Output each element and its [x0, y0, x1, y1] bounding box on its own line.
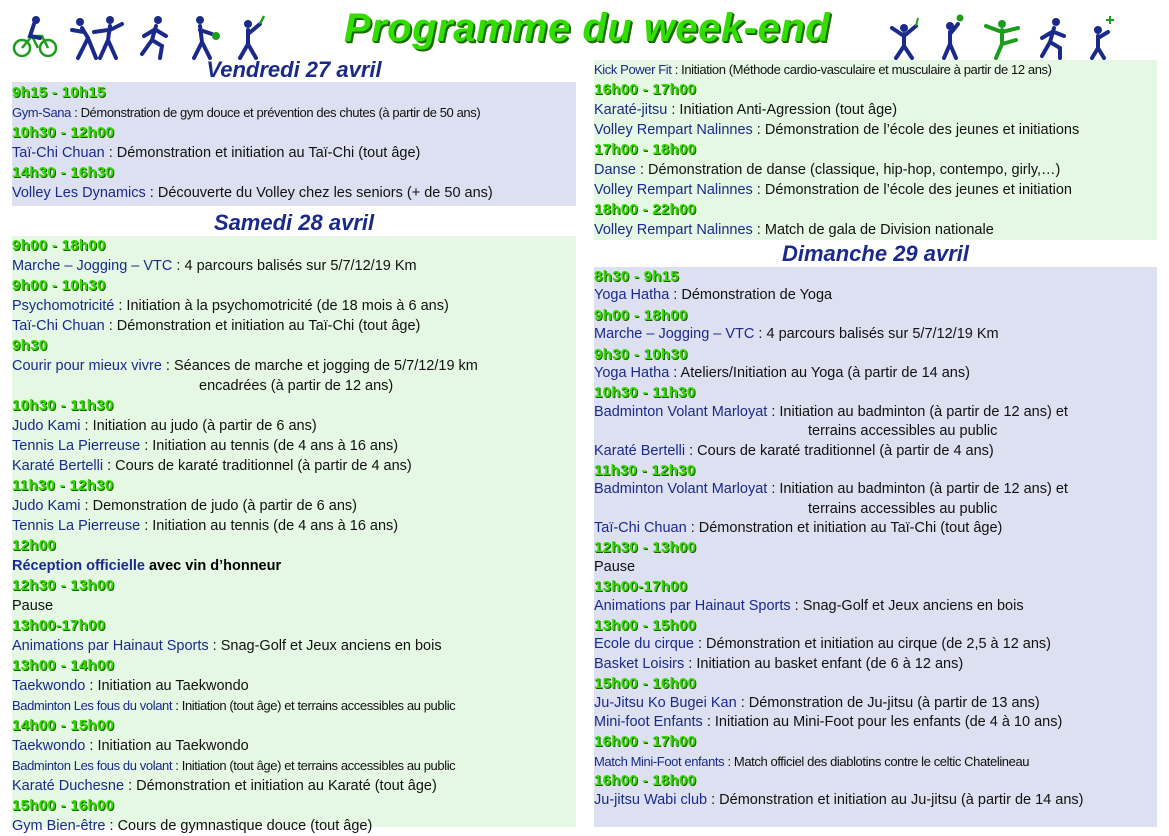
activity-description: : 4 parcours balisés sur 5/7/12/19 Km [172, 258, 417, 274]
activity-description: : Initiation (Méthode cardio-vasculaire et musculaire à partir de 12 ans) [671, 62, 1052, 77]
time-label: 16h00 - 18h00 [594, 772, 697, 790]
time-label: 15h00 - 16h00 [594, 675, 697, 693]
time-label: 9h30 - 10h30 [594, 345, 688, 363]
activity-entry [594, 60, 1157, 80]
activity-description: : Démonstration de gym douce et prévention des chutes (à partir de 50 ans) [70, 105, 481, 120]
activity-entry [12, 416, 576, 436]
time-slot [12, 83, 576, 103]
time-slot [594, 345, 1157, 364]
activity-plain: Pause [12, 598, 54, 614]
sunday-panel [594, 267, 1157, 827]
time-label: 13h00 - 15h00 [594, 617, 697, 635]
activity-description: : Initiation à la psychomotricité (de 18 mois à 6 ans) [114, 298, 449, 314]
activity-name: Judo Kami [12, 418, 81, 434]
activity-name: Tennis La Pierreuse [12, 518, 141, 534]
time-label: 11h30 - 12h30 [594, 461, 696, 479]
activity-name: Ecole du cirque [594, 636, 694, 653]
activity-description: : Initiation (tout âge) et terrains accessibles au public [172, 698, 456, 713]
activity-description: : Ateliers/Initiation au Yoga (à partir de 14 ans) [669, 364, 970, 381]
saturday-continued-panel [594, 60, 1157, 240]
activity-description: : Initiation Anti-Agression (tout âge) [667, 102, 898, 118]
activity-name: Mini-foot Enfants [594, 713, 703, 730]
activity-name: Taï-Chi Chuan [12, 145, 105, 161]
activity-name: Yoga Hatha [594, 364, 670, 381]
activity-description: : Match de gala de Division nationale [752, 222, 994, 238]
time-slot [12, 536, 576, 556]
time-slot [594, 200, 1157, 220]
activity-entry [594, 403, 1157, 422]
activity-description: : Démonstration de Ju-jitsu (à partir de 13 ans) [736, 694, 1040, 711]
tennis-player-icon [234, 14, 270, 60]
activity-entry [12, 556, 576, 576]
runner-icon [138, 14, 174, 60]
activity-description: avec vin d’honneur [144, 558, 282, 574]
activity-name: Badminton Volant Marloyat [594, 481, 768, 498]
activity-description: : Cours de gymnastique douce (tout âge) [105, 818, 373, 834]
activity-name: Kick Power Fit [594, 62, 672, 77]
activity-entry [12, 496, 576, 516]
activity-description: : Démonstration et initiation au Taï-Chi (tout âge) [104, 145, 421, 161]
jogger-icon [1034, 14, 1070, 60]
activity-name: Volley Les Dynamics [12, 185, 146, 201]
activity-name: Marche – Jogging – VTC [12, 258, 173, 274]
activity-entry [12, 676, 576, 696]
time-label: 14h30 - 16h30 [12, 164, 115, 181]
activity-name: Gym Bien-être [12, 818, 106, 834]
time-slot [594, 140, 1157, 160]
activity-name: Psychomotricité [12, 298, 115, 314]
basketball-player-icon [186, 14, 222, 60]
activity-name: Judo Kami [12, 498, 81, 514]
activity-name: Animations par Hainaut Sports [12, 638, 209, 654]
time-slot [594, 80, 1157, 100]
activity-entry [12, 776, 576, 796]
activity-name: Tennis La Pierreuse [12, 438, 141, 454]
activity-name: Volley Rempart Nalinnes [594, 182, 753, 198]
activity-description-continued: encadrées (à partir de 12 ans) [199, 378, 394, 394]
activity-entry [12, 636, 576, 656]
activity-description: : Initiation (tout âge) et terrains accessibles au public [172, 758, 456, 773]
activity-description: : Démonstration et initiation au Taï-Chi (tout âge) [686, 520, 1003, 537]
activity-entry [12, 316, 576, 336]
activity-description: : Séances de marche et jogging de 5/7/12/19 km [161, 358, 478, 374]
activity-entry [594, 713, 1157, 732]
activity-description: : Match officiel des diablotins contre le celtic Chatelineau [724, 753, 1030, 769]
activity-entry [594, 180, 1157, 200]
activity-entry [12, 143, 576, 163]
activity-name: Gym-Sana [12, 105, 71, 120]
time-slot [594, 383, 1157, 402]
activity-name: Animations par Hainaut Sports [594, 597, 791, 614]
activity-entry [12, 436, 576, 456]
activity-entry [12, 256, 576, 276]
activity-name: Danse [594, 162, 636, 178]
activity-entry [12, 756, 576, 776]
cyclist-icon [12, 14, 58, 60]
time-label: 12h30 - 13h00 [594, 539, 697, 557]
time-label: 17h00 - 18h00 [594, 141, 697, 158]
activity-entry [594, 752, 1157, 771]
time-label: 13h00-17h00 [12, 617, 106, 634]
activity-name: Karaté-jitsu [594, 102, 668, 118]
volleyball-player-icon [934, 14, 970, 60]
time-label: 16h00 - 17h00 [594, 81, 697, 98]
activity-name: Match Mini-Foot enfants [594, 753, 725, 769]
juggler-icon [1082, 14, 1118, 60]
time-slot [594, 267, 1157, 286]
activity-name: Marche – Jogging – VTC [594, 326, 755, 343]
time-label: 9h00 - 10h30 [12, 277, 106, 294]
time-label: 9h15 - 10h15 [12, 84, 106, 101]
activity-description: : Démonstration de l’école des jeunes et initiations [752, 122, 1080, 138]
activity-description: : Initiation au badminton (à partir de 12 ans) et [767, 403, 1068, 420]
time-label: 13h00-17h00 [594, 578, 688, 596]
activity-name: Réception officielle [12, 558, 145, 574]
time-label: 8h30 - 9h15 [594, 268, 680, 285]
activity-name: Karaté Bertelli [12, 458, 104, 474]
activity-description: : Démonstration de danse (classique, hip-hop, contempo, girly,…) [635, 162, 1061, 178]
activity-description: : Initiation au Mini-Foot pour les enfants (de 4 à 10 ans) [702, 713, 1063, 730]
activity-name: Yoga Hatha [594, 287, 670, 304]
time-label: 12h30 - 13h00 [12, 577, 115, 594]
activity-entry [594, 480, 1157, 499]
activity-description: : Cours de karaté traditionnel (à partir de 4 ans) [103, 458, 412, 474]
sport-icons-left [12, 10, 282, 60]
activity-description: : Découverte du Volley chez les seniors (+ de 50 ans) [145, 185, 493, 201]
activity-entry [12, 736, 576, 756]
activity-name: Taï-Chi Chuan [12, 318, 105, 334]
activity-description: : Initiation au tennis (de 4 ans à 16 ans) [140, 438, 399, 454]
time-slot [12, 336, 576, 356]
saturday-heading: Samedi 28 avril [213, 210, 375, 235]
activity-description: : Snag-Golf et Jeux anciens en bois [790, 597, 1024, 614]
time-slot [594, 674, 1157, 693]
activity-entry [12, 183, 576, 203]
activity-description: : Démonstration et initiation au Ju-jitsu (à partir de 14 ans) [707, 791, 1084, 808]
page-title: Programme du week-end [343, 6, 831, 50]
time-label: 16h00 - 17h00 [594, 733, 697, 751]
activity-entry [594, 120, 1157, 140]
time-slot [594, 616, 1157, 635]
time-slot [12, 236, 576, 256]
activity-name: Ju-jitsu Wabi club [594, 791, 708, 808]
activity-name: Taekwondo [12, 678, 86, 694]
activity-entry [594, 325, 1157, 344]
activity-name: Basket Loisirs [594, 655, 685, 672]
activity-description: : Cours de karaté traditionnel (à partir de 4 ans) [685, 442, 994, 459]
time-slot [12, 616, 576, 636]
activity-description: : Démonstration de Yoga [669, 287, 833, 304]
activity-name: Courir pour mieux vivre [12, 358, 162, 374]
time-slot [12, 476, 576, 496]
time-label: 15h00 - 16h00 [12, 797, 115, 814]
activity-entry [12, 816, 576, 836]
activity-entry [594, 519, 1157, 538]
time-slot [12, 716, 576, 736]
activity-description: : Initiation au judo (à partir de 6 ans) [80, 418, 317, 434]
time-label: 18h00 - 22h00 [594, 201, 697, 218]
activity-entry [594, 791, 1157, 810]
time-label: 9h00 - 18h00 [594, 306, 688, 324]
activity-entry [12, 356, 576, 376]
badminton-player-icon [886, 14, 922, 60]
time-slot [594, 771, 1157, 790]
time-slot [594, 732, 1157, 751]
activity-plain: Pause [594, 558, 636, 575]
time-label: 10h30 - 11h30 [594, 384, 696, 402]
time-label: 9h00 - 18h00 [12, 237, 106, 254]
activity-description: : Initiation au Taekwondo [85, 678, 249, 694]
time-slot [12, 396, 576, 416]
activity-description: : Démonstration et initiation au Karaté (tout âge) [124, 778, 437, 794]
time-slot [12, 656, 576, 676]
gymnast-icon [982, 14, 1022, 60]
activity-name: Ju-Jitsu Ko Bugei Kan [594, 694, 737, 711]
activity-description-continued: terrains accessibles au public [808, 423, 998, 440]
activity-entry [594, 694, 1157, 713]
friday-panel [12, 82, 576, 206]
time-label: 10h30 - 11h30 [12, 397, 114, 414]
activity-description: : Démonstration et initiation au Taï-Chi (tout âge) [104, 318, 421, 334]
activity-description: : Initiation au tennis (de 4 ans à 16 ans) [140, 518, 399, 534]
activity-description: : Demonstration de judo (à partir de 6 ans) [80, 498, 357, 514]
time-label: 12h00 [12, 537, 57, 554]
karate-icon [70, 14, 126, 60]
friday-heading: Vendredi 27 avril [206, 57, 382, 82]
activity-description-continued: terrains accessibles au public [808, 500, 998, 517]
activity-name: Karaté Bertelli [594, 442, 686, 459]
activity-entry [594, 635, 1157, 654]
time-slot [12, 796, 576, 816]
sunday-heading: Dimanche 29 avril [781, 241, 970, 266]
activity-entry [594, 160, 1157, 180]
activity-name: Badminton Volant Marloyat [594, 403, 768, 420]
time-slot [12, 123, 576, 143]
activity-entry [12, 696, 576, 716]
time-label: 9h30 [12, 337, 48, 354]
time-label: 13h00 - 14h00 [12, 657, 115, 674]
activity-entry [12, 103, 576, 123]
activity-entry [594, 442, 1157, 461]
time-slot [12, 163, 576, 183]
activity-description: : 4 parcours balisés sur 5/7/12/19 Km [754, 326, 999, 343]
time-slot [594, 538, 1157, 557]
activity-entry [594, 655, 1157, 674]
activity-name: Taï-Chi Chuan [594, 520, 687, 537]
activity-description: : Démonstration et initiation au cirque (de 2,5 à 12 ans) [693, 636, 1052, 653]
activity-entry [594, 597, 1157, 616]
activity-description: : Initiation au badminton (à partir de 12 ans) et [767, 481, 1068, 498]
activity-entry [12, 456, 576, 476]
activity-description: : Démonstration de l’école des jeunes et initiation [752, 182, 1072, 198]
activity-name: Karaté Duchesne [12, 778, 125, 794]
sport-icons-right [886, 10, 1130, 60]
activity-name: Badminton Les fous du volant [12, 698, 173, 713]
time-slot [12, 276, 576, 296]
activity-name: Volley Rempart Nalinnes [594, 222, 753, 238]
activity-entry [594, 286, 1157, 305]
saturday-panel [12, 236, 576, 834]
activity-entry [594, 220, 1157, 240]
time-label: 14h00 - 15h00 [12, 717, 115, 734]
time-label: 10h30 - 12h00 [12, 124, 115, 141]
time-slot [594, 306, 1157, 325]
time-slot [594, 461, 1157, 480]
time-label: 11h30 - 12h30 [12, 477, 114, 494]
activity-name: Taekwondo [12, 738, 86, 754]
activity-entry [12, 296, 576, 316]
activity-entry [12, 516, 576, 536]
activity-entry [594, 364, 1157, 383]
activity-description: : Initiation au basket enfant (de 6 à 12 ans) [684, 655, 964, 672]
time-slot [594, 577, 1157, 596]
activity-name: Badminton Les fous du volant [12, 758, 173, 773]
time-slot [12, 576, 576, 596]
activity-entry [594, 100, 1157, 120]
activity-description: : Snag-Golf et Jeux anciens en bois [208, 638, 442, 654]
activity-name: Volley Rempart Nalinnes [594, 122, 753, 138]
activity-description: : Initiation au Taekwondo [85, 738, 249, 754]
